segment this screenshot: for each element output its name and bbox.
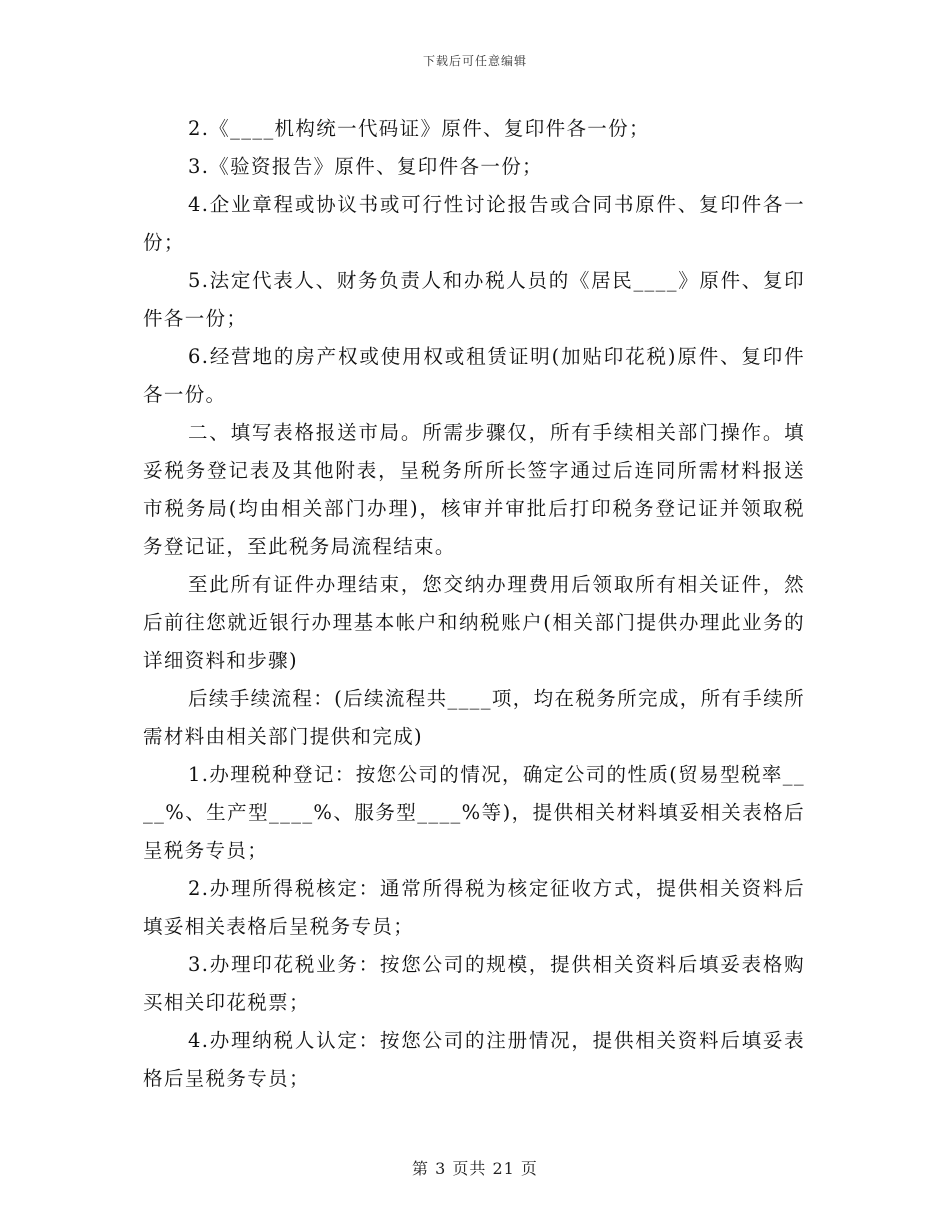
paragraph-followup-2-income-tax: 2.办理所得税核定：通常所得税为核定征收方式，提供相关资料后填妥相关表格后呈税务专员； bbox=[143, 877, 805, 938]
paragraph-followup-4-taxpayer: 4.办理纳税人认定：按您公司的注册情况，提供相关资料后填妥表格后呈税务专员； bbox=[143, 1029, 805, 1090]
page-number: 第 3 页共 21 页 bbox=[412, 1159, 538, 1178]
paragraph-followup-1-tax-type: 1.办理税种登记：按您公司的情况，确定公司的性质(贸易型税率____%、生产型____%、服务型____%等)，提供相关材料填妥相关表格后呈税务专员； bbox=[143, 763, 805, 862]
page-header: 下载后可任意编辑 bbox=[422, 54, 527, 68]
paragraph-bank-accounts: 至此所有证件办理结束，您交纳办理费用后领取所有相关证件，然后前往您就近银行办理基本帐户和纳税账户(相关部门提供办理此业务的详细资料和步骤) bbox=[143, 573, 805, 672]
document-body bbox=[143, 110, 805, 1098]
paragraph-followup-3-stamp-tax: 3.办理印花税业务：按您公司的规模，提供相关资料后填妥表格购买相关印花税票； bbox=[143, 953, 805, 1014]
paragraph-item-4-articles: 4.企业章程或协议书或可行性讨论报告或合同书原件、复印件各一份； bbox=[143, 193, 805, 254]
paragraph-item-6-property-proof: 6.经营地的房产权或使用权或租赁证明(加贴印花税)原件、复印件各一份。 bbox=[143, 345, 805, 406]
paragraph-followup-intro: 后续手续流程：(后续流程共____项，均在税务所完成，所有手续所需材料由相关部门提供和完成) bbox=[143, 687, 805, 748]
paragraph-item-3-capital-report: 3.《验资报告》原件、复印件各一份； bbox=[188, 155, 543, 178]
paragraph-item-5-id-documents: 5.法定代表人、财务负责人和办税人员的《居民____》原件、复印件各一份； bbox=[143, 269, 805, 330]
paragraph-item-2-org-code: 2.《____机构统一代码证》原件、复印件各一份； bbox=[188, 117, 650, 140]
paragraph-section-2-forms: 二、填写表格报送市局。所需步骤仅，所有手续相关部门操作。填妥税务登记表及其他附表，呈税务所所长签字通过后连同所需材料报送市税务局(均由相关部门办理)，核审并审批后打印税务登记证并领取税务登记证，至此税务局流程结束。 bbox=[143, 421, 805, 558]
